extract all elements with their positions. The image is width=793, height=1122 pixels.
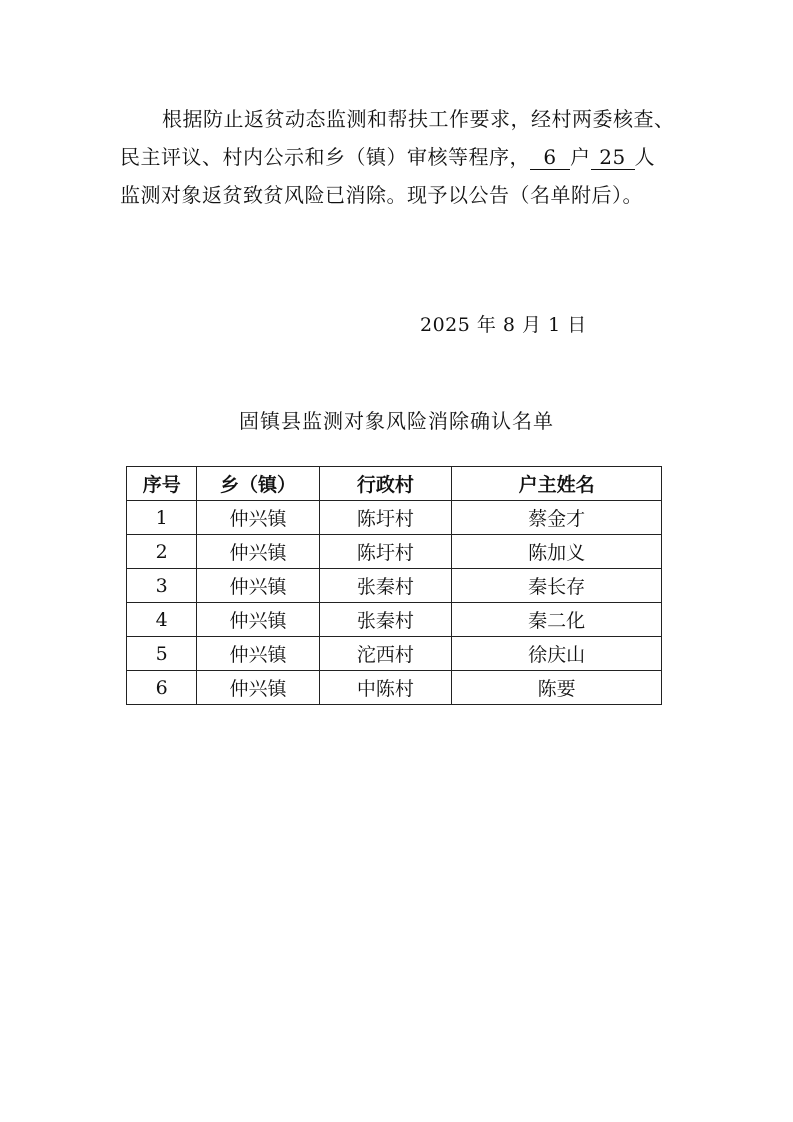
- cell-village: 沱西村: [319, 637, 452, 671]
- people-count: 25: [591, 145, 635, 170]
- cell-village: 张秦村: [319, 569, 452, 603]
- cell-householder: 陈要: [452, 671, 662, 705]
- cell-serial: 1: [127, 501, 197, 535]
- notice-line-2-text: 民主评议、村内公示和乡（镇）审核等程序，: [120, 145, 530, 169]
- roster-table: [126, 466, 662, 705]
- table-header-row: [127, 467, 662, 501]
- cell-village: 张秦村: [319, 603, 452, 637]
- notice-date: 2025 年 8 月 1 日: [420, 314, 587, 336]
- table-row: [127, 501, 662, 535]
- notice-paragraph: [120, 100, 700, 214]
- table-row: [127, 603, 662, 637]
- cell-township: 仲兴镇: [197, 501, 319, 535]
- header-serial: 序号: [127, 467, 197, 501]
- cell-householder: 秦长存: [452, 569, 662, 603]
- households-unit: 户: [570, 145, 591, 169]
- table-row: [127, 671, 662, 705]
- table-title: 固镇县监测对象风险消除确认名单: [239, 409, 554, 433]
- notice-line-1: 根据防止返贫动态监测和帮扶工作要求，经村两委核查、: [162, 107, 675, 131]
- cell-householder: 徐庆山: [452, 637, 662, 671]
- cell-serial: 2: [127, 535, 197, 569]
- households-count: 6: [530, 145, 570, 170]
- cell-householder: 陈加义: [452, 535, 662, 569]
- table-row: [127, 535, 662, 569]
- cell-serial: 5: [127, 637, 197, 671]
- header-village: 行政村: [319, 467, 452, 501]
- cell-village: 陈圩村: [319, 501, 452, 535]
- cell-village: 陈圩村: [319, 535, 452, 569]
- cell-householder: 蔡金才: [452, 501, 662, 535]
- people-unit: 人: [634, 145, 655, 169]
- cell-township: 仲兴镇: [197, 637, 319, 671]
- cell-serial: 3: [127, 569, 197, 603]
- cell-householder: 秦二化: [452, 603, 662, 637]
- cell-serial: 6: [127, 671, 197, 705]
- cell-township: 仲兴镇: [197, 671, 319, 705]
- header-householder: 户主姓名: [452, 467, 662, 501]
- cell-township: 仲兴镇: [197, 603, 319, 637]
- notice-line-2: [120, 138, 700, 176]
- table-row: [127, 569, 662, 603]
- notice-line-3: 监测对象返贫致贫风险已消除。现予以公告（名单附后）。: [120, 183, 643, 207]
- cell-township: 仲兴镇: [197, 569, 319, 603]
- header-township: 乡（镇）: [197, 467, 319, 501]
- cell-village: 中陈村: [319, 671, 452, 705]
- cell-township: 仲兴镇: [197, 535, 319, 569]
- table-row: [127, 637, 662, 671]
- cell-serial: 4: [127, 603, 197, 637]
